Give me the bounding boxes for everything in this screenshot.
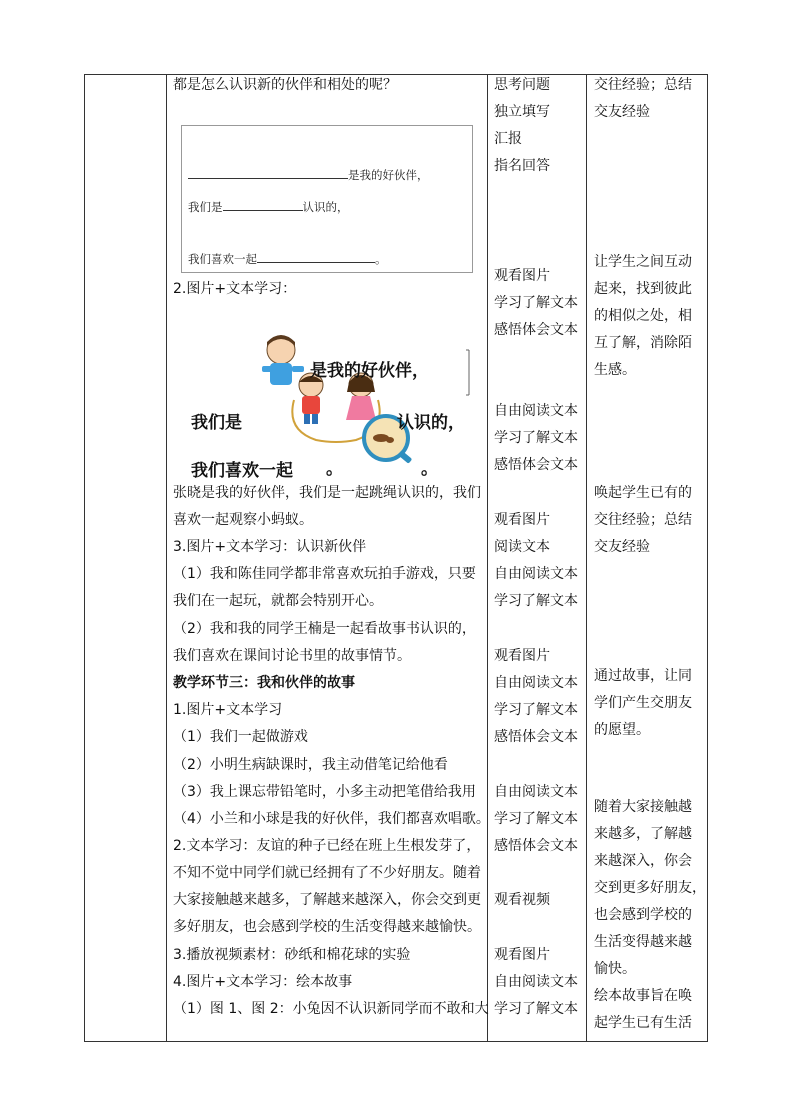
fill-line-2: 我们是 认识的， [188,200,349,214]
activity-group-1: 思考问题 独立填写 汇报 指名回答 [494,77,550,174]
activity-group-3: 自由阅读文本 学习了解文本 感悟体会文本 [494,403,578,473]
stage3-item-3: （3）我上课忘带铅笔时，小多主动把笔借给我用 [173,784,476,800]
text-study-line-2: 不知不觉中同学们就已经拥有了不少好朋友。随着 [173,865,481,881]
text-study-line-1: 2.文本学习：友谊的种子已经在班上生根发芽了， [173,838,481,854]
activity-group-7: 观看视频 [494,892,550,908]
text-study-line-4: 多好朋友，也会感到学校的生活变得越来越愉快。 [173,919,481,935]
section3-heading: 3.图片+文本学习：认识新伙伴 [173,539,367,555]
column-divider-2 [487,74,488,1042]
friends-illustration [176,330,476,480]
table-border-left [84,74,85,1042]
stage3-item-2: （2）小明生病缺课时，我主动借笔记给他看 [173,757,448,773]
illus-line-3-prefix: 我们喜欢一起 [191,461,293,481]
example-text-2: 喜欢一起观察小蚂蚁。 [173,512,313,528]
illus-line-3-dot: 。 [326,459,343,479]
intro-line: 都是怎么认识新的伙伴和相处的呢？ [173,77,397,93]
text-study-line-3: 大家接触越来越多，了解越来越深入，你会交到更 [173,892,481,908]
section3-para1-line1: （1）我和陈佳同学都非常喜欢玩拍手游戏，只要 [173,566,476,582]
picture-book-heading: 4.图片+文本学习：绘本故事 [173,974,353,990]
column-divider-3 [586,74,587,1042]
video-line: 3.播放视频素材：砂纸和棉花球的实验 [173,947,411,963]
example-text-1: 张晓是我的好伙伴，我们是一起跳绳认识的，我们 [173,485,481,501]
section2-heading: 2.图片+文本学习： [173,281,297,297]
activity-group-8: 观看图片 自由阅读文本 学习了解文本 [494,947,578,1017]
illus-line-1: 是我的好伙伴， [310,361,429,381]
stage3-part1-heading: 1.图片+文本学习 [173,702,283,718]
section3-para2-line1: （2）我和我的同学王楠是一起看故事书认识的， [173,621,476,637]
intent-group-2: 让学生之间互动 起来，找到彼此 的相似之处，相 互了解，消除陌 生感。 [594,254,692,378]
table-bottom-border [84,1041,708,1042]
illus-line-3-end: 。 [421,459,438,479]
intent-group-4: 通过故事，让同 学们产生交朋友 的愿望。 [594,668,692,738]
column-divider-1 [166,74,167,1042]
stage3-item-1: （1）我们一起做游戏 [173,729,308,745]
illus-line-2-prefix: 我们是 [191,413,242,433]
intent-group-3: 唤起学生已有的 交往经验；总结 交友经验 [594,485,692,555]
section3-para1-line2: 我们在一起玩，就都会特别开心。 [173,593,383,609]
table-border-right [707,74,708,1042]
activity-group-4: 观看图片 阅读文本 自由阅读文本 学习了解文本 [494,512,578,609]
stage3-heading: 教学环节三：我和伙伴的故事 [173,675,355,691]
fill-line-3: 我们喜欢一起 。 [188,252,387,266]
stage3-item-4: （4）小兰和小球是我的好伙伴，我们都喜欢唱歌。 [173,811,490,827]
section3-para2-line2: 我们喜欢在课间讨论书里的故事情节。 [173,648,411,664]
intent-group-5: 随着大家接触越 来越多，了解越 来越深入，你会 交到更多好朋友， 也会感到学校的 生活变得越来越 愉快。 绘本故事旨在唤 起学生已有生活 [594,799,706,1031]
illus-line-2-suffix: 认识的， [397,413,465,433]
fill-line-1: 是我的好伙伴， [188,166,429,183]
activity-group-2: 观看图片 学习了解文本 感悟体会文本 [494,268,578,338]
intent-group-1: 交往经验；总结 交友经验 [594,77,692,120]
picture-book-item-1: （1）图 1、图 2：小兔因不认识新同学而不敢和大 [173,1001,489,1017]
activity-group-6: 自由阅读文本 学习了解文本 感悟体会文本 [494,784,578,854]
activity-group-5: 观看图片 自由阅读文本 学习了解文本 感悟体会文本 [494,648,578,745]
fill-in-box [181,125,473,273]
